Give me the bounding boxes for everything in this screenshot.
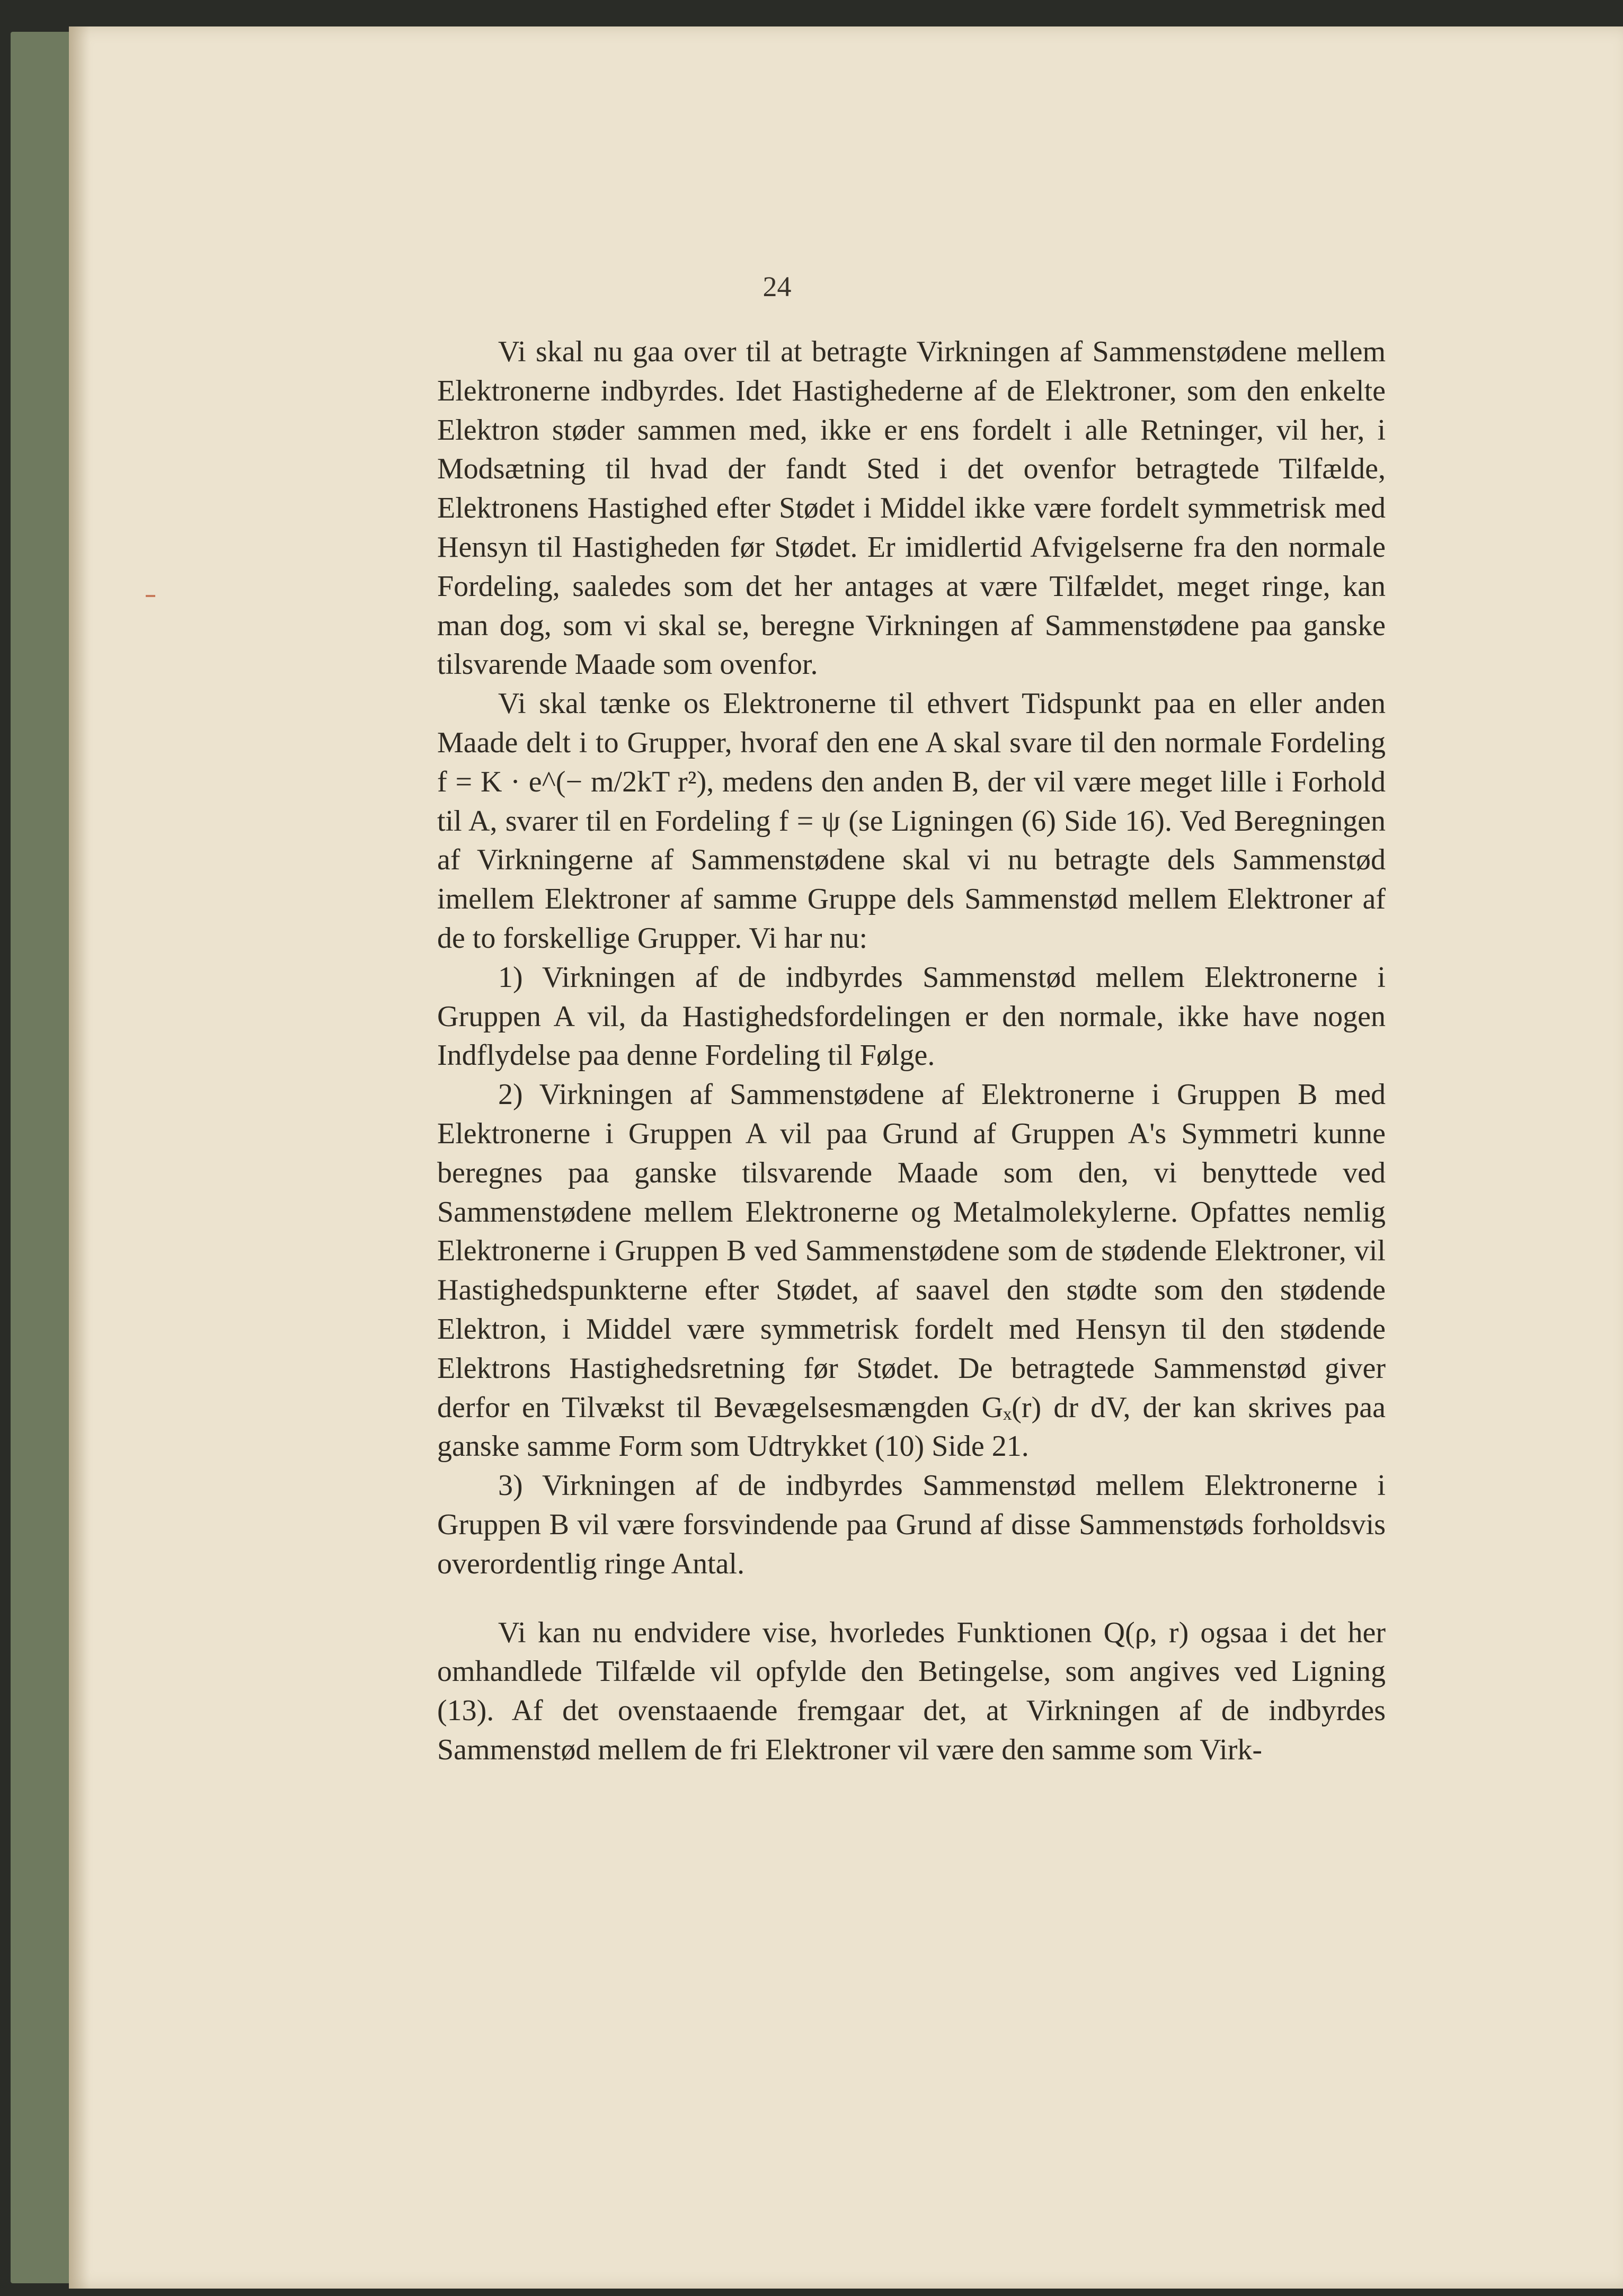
paragraph-3: 1) Virkningen af de indbyrdes Sammenstød mellem Elektronerne i Gruppen A vil, da Hastighedsfordelingen er den normale, ikke have nogen Indflydelse paa denne Fordeling til Følge. — [437, 960, 1386, 1072]
paragraph-1: Vi skal nu gaa over til at betragte Virkningen af Sammenstødene mellem Elektronerne indbyrdes. Idet Hastighederne af de Elektroner, som den enkelte Elektron støder sammen med, ikke er ens fordelt i alle Retninger, vil her, i Modsætning til hvad der fandt Sted i det ovenfor betragtede Tilfælde, Elektronens Hastighed efter Stødet i Middel ikke være fordelt symmetrisk med Hensyn til Hastigheden før Stødet. Er imidlertid Afvigelserne fra den normale Fordeling, saaledes som det her antages at være Tilfældet, meget ringe, kan man dog, som vi skal se, beregne Virkningen af Sammenstødene paa ganske tilsvarende Maade som ovenfor. — [437, 335, 1386, 681]
paragraph-5: 3) Virkningen af de indbyrdes Sammenstød mellem Elektronerne i Gruppen B vil være forsvindende paa Grund af disse Sammenstøds forholdsvis overordentlig ringe Antal. — [437, 1469, 1386, 1580]
paragraph-4: 2) Virkningen af Sammenstødene af Elektronerne i Gruppen B med Elektronerne i Gruppen A vil paa Grund af Gruppen A's Symmetri kunne beregnes paa ganske tilsvarende Maade som den, vi benyttede ved Sammenstødene mellem Elektronerne og Metalmolekylerne. Opfattes nemlig Elektronerne i Gruppen B ved Sammenstødene som de stødende Elektroner, vil Hastighedspunkterne efter Stødet, af saavel den stødte som den stødende Elektron, i Middel være symmetrisk fordelt med Hensyn til den stødende Elektrons Hastighedsretning før Stødet. De betragtede Sammenstød giver derfor en Tilvækst til Bevægelsesmængden Gₓ(r) dr dV, der kan skrives paa ganske samme Form som Udtrykket (10) Side 21. — [437, 1078, 1386, 1463]
paragraph-2: Vi skal tænke os Elektronerne til ethvert Tidspunkt paa en eller anden Maade delt i to Grupper, hvoraf den ene A skal svare til den normale Fordeling f = K · e^(− m/2kT r²), medens den anden B, der vil være meget lille i Forhold til A, svarer til en Fordeling f = ψ (se Ligningen (6) Side 16). Ved Beregningen af Virkningerne af Sammenstødene skal vi nu betragte dels Sammenstød imellem Elektroner af samme Gruppe dels Sammenstød mellem Elektroner af de to forskellige Grupper. Vi har nu: — [437, 687, 1386, 955]
paragraph-6: Vi kan nu endvidere vise, hvorledes Funktionen Q(ρ, r) ogsaa i det her omhandlede Tilfælde vil opfylde den Betingelse, som angives ved Ligning (13). Af det ovenstaaende fremgaar det, at Virkningen af de indbyrdes Sammenstød mellem de fri Elektroner vil være den samme som Virk- — [437, 1616, 1386, 1766]
body-text — [437, 333, 1386, 1770]
margin-mark — [146, 595, 155, 597]
page-number: 24 — [762, 271, 792, 302]
page-gutter-shadow — [69, 26, 90, 2289]
